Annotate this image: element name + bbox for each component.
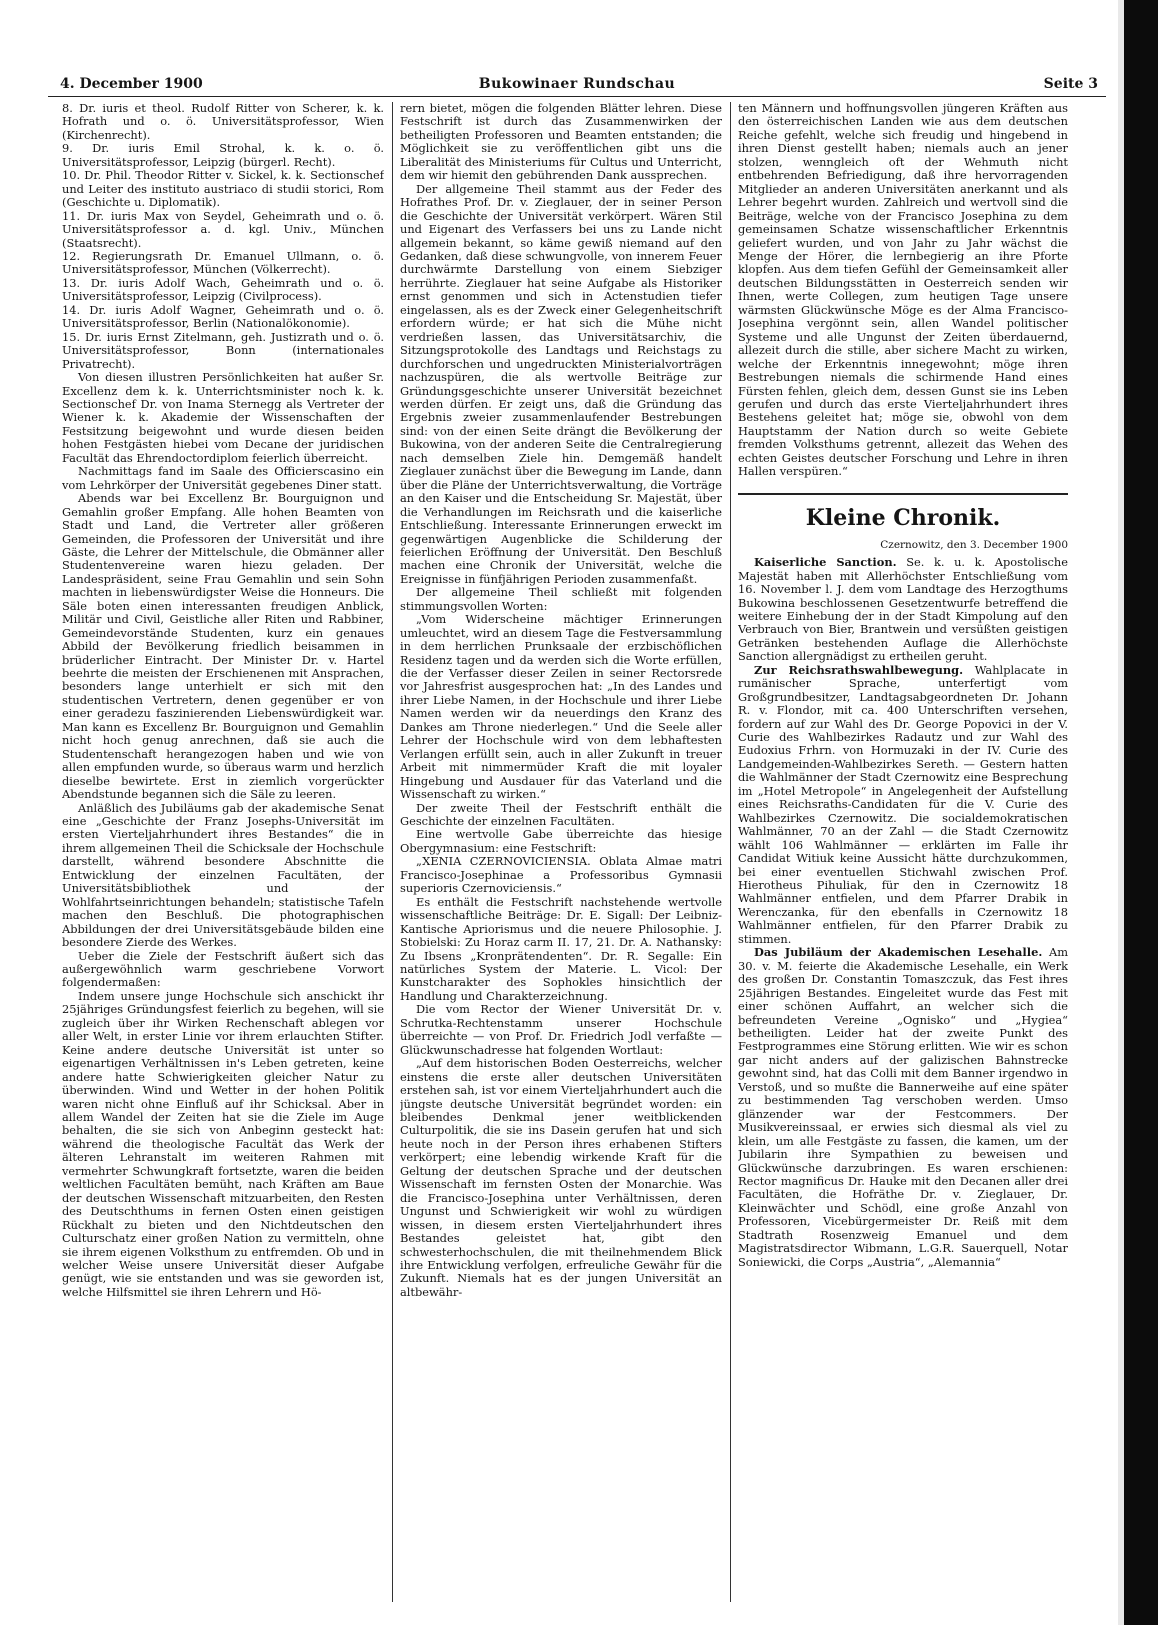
paragraph: „Auf dem historischen Boden Oesterreichs, welcher einstens die erste aller deutschen Universitäten erstehen sah, ist vor einem Vierteljahrhundert auch die jüngste deutsche Universität begründet worden: ein bleibendes Denkmal jener weitblickenden Culturpolitik, die sie ins Dasein gerufen hat und sich heute noch in der Person ihres erhabenen Stifters verkörpert; eine lebendig wirkende Kraft für die Geltung der deutschen Sprache und der deutschen Wissenschaft im fernsten Osten der Monarchie. Was die Francisco-Josephina unter Verhältnissen, deren Ungunst und Schwierigkeit wir wohl zu würdigen wissen, in diesem ersten Vierteljahrhundert ihres Bestandes geleistet hat, gibt den schwesterhochschulen, die mit theilnehmendem Blick ihre Entwicklung verfolgen, erfreuliche Gewähr für die Zukunft. Niemals hat es der jungen Universität an altbewähr- [400, 1056, 722, 1299]
news-item [738, 946, 1068, 1269]
page-header [48, 70, 1106, 97]
paragraph: 12. Regierungsrath Dr. Emanuel Ullmann, o. ö. Universitätsprofessor, München (Völkerrecht). [62, 248, 384, 277]
paragraph: Eine wertvolle Gabe überreichte das hiesige Obergymnasium: eine Festschrift: [400, 827, 722, 855]
column-3 [738, 102, 1068, 1602]
newspaper-page [48, 70, 1106, 1299]
column-2 [400, 102, 722, 1602]
paragraph: Die vom Rector der Wiener Universität Dr. v. Schrutka-Rechtenstamm unserer Hochschule überreichte — von Prof. Dr. Friedrich Jodl verfaßte — Glückwunschadresse hat folgenden Wortlaut: [400, 1002, 722, 1057]
paragraph: 13. Dr. iuris Adolf Wach, Geheimrath und o. ö. Universitätsprofessor, Leipzig (Civilprocess). [62, 275, 384, 304]
news-item [738, 664, 1068, 947]
paragraph: Es enthält die Festschrift nachstehende wertvolle wissenschaftliche Beiträge: Dr. E. Sigall: Der Leibniz-Kantische Apriorismus und die neuere Philosophie. J. Stobielski: Zu Horaz carm II. 17, 21. Dr. A. Nathansky: Zu Ibsens „Kronprätendenten“. Dr. R. Segalle: Ein natürliches System der Materie. L. Vicol: Der Kunstcharakter des Sophokles hinsichtlich der Handlung und Charakterzeichnung. [400, 894, 722, 1003]
header-date: 4. December 1900 [60, 76, 203, 92]
paragraph: Der zweite Theil der Festschrift enthält die Geschichte der einzelnen Facultäten. [400, 800, 722, 829]
paragraph: 11. Dr. iuris Max von Seydel, Geheimrath und o. ö. Universitätsprofessor a. d. kgl. Univ., München (Staatsrecht). [62, 208, 384, 250]
paragraph: Der allgemeine Theil stammt aus der Feder des Hofrathes Prof. Dr. v. Zieglauer, der in seiner Person die Geschichte der Universität verkörpert. Wären Stil und Eigenart des Verfassers bei uns zu Lande nicht allgemein bekannt, so käme gewiß niemand auf den Gedanken, daß diese schwungvolle, von innerem Feuer durchwärmte Darstellung von einem Siebziger herrührte. Zieglauer hat seine Aufgabe als Historiker ernst genommen und sich in Actenstudien tiefer eingelassen, als es der Zweck einer Gelegenheitschrift erfordern würde; er hat sich die Mühe nicht verdrießen lassen, das Universitätsarchiv, die Sitzungsprotokolle des Landtags und Reichstags zu durchforschen und ungedruckten Ministerialvorträgen nachzuspüren, die als wertvolle Beiträge zur Gründungsgeschichte unserer Universität bezeichnet werden dürfen. Er zeigt uns, daß die Gründung das Ergebnis zweier zusammenlaufender Bestrebungen sind: von der einen Seite drängt die Bevölkerung der Bukowina, von der anderen Seite die Centralregierung nach demselben Ziele hin. Demgemäß handelt Zieglauer zunächst über die Bewegung im Lande, dann über die Pläne der Unterrichtsverwaltung, die Vorträge an den Kaiser und die Entscheidung Sr. Majestät, über die Verhandlungen im Reichsrath und die kaiserliche Entschließung. Interessante Erinnerungen erweckt im gegenwärtigen Augenblicke die Schilderung der feierlichen Eröffnung der Universität. Den Beschluß machen eine Chronik der Universität, welche die Ereignisse in fünfjährigen Perioden zusammenfaßt. [400, 181, 722, 586]
columns [48, 102, 1106, 1602]
column-rule [392, 102, 393, 1602]
news-item-text: Se. k. u. k. Apostolische Majestät haben mit Allerhöchster Entschließung vom 16. November l. J. dem vom Landtage des Herzogthums Bukowina beschlossenen Gesetzentwurfe betreffend die weitere Einhebung der in der Stadt Kimpolung auf den Verbrauch von Bier, Brantwein und versüßten geistigen Getränken bestehenden Auflage die Allerhöchste Sanction allergnädigst zu ertheilen geruht. [738, 555, 1068, 664]
paragraph: Von diesen illustren Persönlichkeiten hat außer Sr. Excellenz dem k. k. Unterrichtsminister noch k. k. Sectionschef Dr. von Inama Sternegg als Vertreter der Wiener k. k. Akademie der Wissenschaften der Festsitzung beigewohnt und wurde diesen beiden hohen Festgästen hiebei vom Decane der juridischen Facultät das Ehrendoctordiplom feierlich überreicht. [62, 370, 384, 465]
paragraph: 10. Dr. Phil. Theodor Ritter v. Sickel, k. k. Sectionschef und Leiter des instituto austriaco di studii storici, Rom (Geschichte u. Diplomatik). [62, 168, 384, 210]
news-item-head: Das Jubiläum der Akademischen Lesehalle. [754, 945, 1043, 960]
paragraph: Indem unsere junge Hochschule sich anschickt ihr 25jähriges Gründungsfest feierlich zu begehen, will sie zugleich über ihr Wirken Rechenschaft ablegen vor aller Welt, in erster Linie vor ihrem erlauchten Stifter. Keine andere deutsche Universität ist unter so eigenartigen Verhältnissen in's Leben getreten, keine andere hatte Schwierigkeiten gleicher Natur zu überwinden. Wind und Wetter in der hohen Politik waren nicht ohne Einfluß auf ihr Schicksal. Aber in allem Wandel der Zeiten hat sie die Ziele im Auge behalten, die sie sich von Anbeginn gesteckt hat: während die theologische Facultät das Werk der älteren Lehranstalt im weiteren Rahmen mit vermehrter Schwungkraft fortsetzte, waren die beiden weltlichen Facultäten bemüht, nach Kräften am Baue der deutschen Wissenschaft mitzuarbeiten, den Resten des Deutschthums in fernen Osten einen geistigen Rückhalt zu bieten und den Nichtdeutschen den Culturschatz einer großen Nation zu vermitteln, ohne sie ihrem eigenen Volksthum zu entfremden. Ob und in welcher Weise unsere Universität dieser Aufgabe genügt, wie sie entstanden und was sie geworden ist, welche Hilfsmittel sie ihren Lehrern und Hö- [62, 988, 384, 1299]
paragraph: 15. Dr. iuris Ernst Zitelmann, geh. Justizrath und o. ö. Universitätsprofessor, Bonn (internationales Privatrecht). [62, 329, 384, 371]
news-item-head: Zur Reichsrathswahlbewegung. [754, 662, 964, 677]
paragraph: Ueber die Ziele der Festschrift äußert sich das außergewöhnlich warm geschriebene Vorwort folgendermaßen: [62, 948, 384, 990]
section-divider [738, 493, 1068, 495]
news-item-text: Wahlplacate in rumänischer Sprache, unterfertigt vom Großgrundbesitzer, Landtagsabgeordneten Dr. Johann R. v. Flondor, mit ca. 400 Unterschriften versehen, fordern auf zur Wahl des Dr. George Popovici in der V. Curie des Wahlbezirkes Radautz und zur Wahl des Eudoxius Frhrn. von Hormuzaki in der IV. Curie des Landgemeinden-Wahlbezirkes Sereth. — Gestern hatten die Wahlmänner der Stadt Czernowitz eine Besprechung im „Hotel Metropole“ in Angelegenheit der Aufstellung eines Reichsraths-Candidaten für die V. Curie des Wahlbezirkes Czernowitz. Die socialdemokratischen Wahlmänner, 70 an der Zahl — die Stadt Czernowitz wählt 106 Wahlmänner — erklärten im Falle ihr Candidat Witiuk keine Aussicht hätte durchzukommen, bei einer eventuellen Stichwahl zwischen Prof. Hierotheus Pihuliak, für den in Czernowitz 18 Wahlmänner entfielen, und dem Pfarrer Drabik in Werenczanka, für den ebenfalls in Czernowitz 18 Wahlmänner entfielen, für den Pfarrer Drabik zu stimmen. [738, 662, 1068, 946]
scan-edge [1124, 0, 1158, 1625]
paragraph: 14. Dr. iuris Adolf Wagner, Geheimrath und o. ö. Universitätsprofessor, Berlin (Nationalökonomie). [62, 302, 384, 331]
paragraph: rern bietet, mögen die folgenden Blätter lehren. Diese Festschrift ist durch das Zusammenwirken der betheiligten Professoren und Beamten entstanden; die Möglichkeit sie zu veröffentlichen gibt uns die Liberalität des Ministeriums für Cultus und Unterricht, dem wir hiemit den gebührenden Dank aussprechen. [400, 102, 722, 183]
news-item-head: Kaiserliche Sanction. [754, 555, 897, 570]
dateline: Czernowitz, den 3. December 1900 [880, 538, 1068, 551]
paragraph: „Vom Widerscheine mächtiger Erinnerungen umleuchtet, wird an diesem Tage die Festversammlung in dem herrlichen Prunksaale der erzbischöflichen Residenz tagen und da werden sich die Worte erfüllen, die der Verfasser dieser Zeilen in seiner Rectorsrede vor Jahresfrist ausgesprochen hat: „In des Landes und ihrer Liebe Namen, in der Hochschule und ihrer Liebe Namen werden wir da neuerdings den Kranz des Dankes am Throne niederlegen.“ Und die Seele aller Lehrer der Hochschule wird von dem lebhaftesten Verlangen erfüllt sein, auch in aller Zukunft in treuer Arbeit mit nimmermüder Kraft die mit loyaler Hingebung und Ausdauer für das Vaterland und die Wissenschaft zu wirken.“ [400, 612, 722, 802]
paragraph: 9. Dr. iuris Emil Strohal, k. k. o. ö. Universitätsprofessor, Leipzig (bürgerl. Recht). [62, 141, 384, 169]
paragraph: Anläßlich des Jubiläums gab der akademische Senat eine „Geschichte der Franz Josephs-Universität im ersten Vierteljahrhundert ihres Bestandes“ die in ihrem allgemeinen Theil die Schicksale der Hochschule darstellt, während besondere Abschnitte die Entwicklung der einzelnen Facultäten, der Universitätsbibliothek und der Wohlfahrtseinrichtungen behandeln; statistische Tafeln machen den Beschluß. Die photographischen Abbildungen der drei Universitätsgebäude bilden eine besondere Zierde des Werkes. [62, 800, 384, 950]
column-1 [62, 102, 384, 1602]
column-rule [730, 102, 731, 1602]
paragraph: Abends war bei Excellenz Br. Bourguignon und Gemahlin großer Empfang. Alle hohen Beamten von Stadt und Land, die Vertreter aller größeren Gemeinden, die Professoren der Universität und ihre Gäste, die Lehrer der Mittelschule, die Obmänner aller Studentenvereine waren hiezu geladen. Der Landespräsident, seine Frau Gemahlin und sein Sohn machten in liebenswürdigster Weise die Honneurs. Die Säle boten einen interessanten freudigen Anblick, Militär und Civil, Geistliche aller Riten und Rabbiner, Gemeindevorstände Studenten, kurz ein genaues Abbild der Bevölkerung friedlich beisammen in brüderlicher Eintracht. Der Minister Dr. v. Hartel beehrte die meisten der Erschienenen mit Ansprachen, besonders lange unterhielt er sich mit den studentischen Vertretern, denen gegenüber er von einer geradezu faszinierenden Liebenswürdigkeit war. Man kann es Excellenz Br. Bourguignon und Gemahlin nicht hoch genug anrechnen, daß sie auch die Studentenschaft herangezogen haben und wie von allen empfunden wurde, so überaus warm und herzlich dieselbe bewirtete. Erst in ziemlich vorgerückter Abendstunde begannen sich die Säle zu leeren. [62, 491, 384, 802]
paragraph: ten Männern und hoffnungsvollen jüngeren Kräften aus den österreichischen Landen wie aus dem deutschen Reiche gefehlt, welche sich freudig und hingebend in ihren Dienst gestellt haben; niemals auch an jener stolzen, wenngleich oft der Wehmuth nicht entbehrenden Befriedigung, daß ihre hervorragenden Mitglieder an anderen Universitäten anerkannt und als Lehrer begehrt wurden. Zahlreich und wertvoll sind die Beiträge, welche von der Francisco Josephina zu dem gemeinsamen Schatze wissenschaftlicher Erkenntnis geliefert wurden, und von Jahr zu Jahr wächst die Menge der Hörer, die lernbegierig an ihre Pforte klopfen. Aus dem tiefen Gefühl der Gemeinsamkeit aller deutschen Bildungsstätten in Oesterreich senden wir Ihnen, werte Collegen, zum heutigen Tage unsere wärmsten Glückwünsche Möge es der Alma Francisco-Josephina vergönnt sein, allen Wandel politischer Systeme und alle Ungunst der Zeiten überdauernd, allezeit durch die stille, aber sichere Macht zu wirken, welche der Erkenntnis innegewohnt; möge ihren Bestrebungen niemals die schirmende Hand eines Fürsten fehlen, gleich dem, dessen Gunst sie ins Leben gerufen und durch das erste Vierteljahrhundert ihres Bestehens geleitet hat; möge sie, obwohl von dem Hauptstamm der Nation durch so weite Gebiete fremden Volksthums getrennt, allezeit das Wehen des echten Geistes deutscher Forschung und Lehre in ihren Hallen verspüren.“ [738, 102, 1068, 479]
section-title: Kleine Chronik. [805, 504, 1001, 531]
paragraph: „XENIA CZERNOVICIENSIA. Oblata Almae matri Francisco-Josephinae a Professoribus Gymnasii superioris Czernoviciensis.“ [400, 854, 722, 896]
paragraph: Der allgemeine Theil schließt mit folgenden stimmungsvollen Worten: [400, 585, 722, 613]
paragraph: Nachmittags fand im Saale des Officierscasino ein vom Lehrkörper der Universität gegebenes Diner statt. [62, 464, 384, 492]
news-item [738, 556, 1068, 664]
news-item-text: Am 30. v. M. feierte die Akademische Lesehalle, ein Werk des großen Dr. Constantin Tomaszczuk, das Fest ihres 25jährigen Bestandes. Eingeleitet wurde das Fest mit einer schönen Auffahrt, an welcher sich die befreundeten Vereine „Ognisko“ und „Hygiea“ betheiligten. Leider hat der zweite Punkt des Festprogrammes eine Störung erlitten. Wie wir es schon gar nicht anders auf der galizischen Bahnstrecke gewohnt sind, hat das Colli mit dem Banner irgendwo in Verstoß, und so mußte die Bannerweihe auf eine später zu bestimmenden Tag verschoben werden. Umso glänzender war der Festcommers. Der Musikvereinssaal, er erwies sich diesmal als viel zu klein, um alle Festgäste zu fassen, die kamen, um der Jubilarin ihre Sympathien zu beweisen und Glückwünsche darzubringen. Es waren erschienen: Rector magnificus Dr. Hauke mit den Decanen aller drei Facultäten, die Hofräthe Dr. v. Zieglauer, Dr. Kleinwächter und Schödl, eine große Anzahl von Professoren, Vicebürgermeister Dr. Reiß mit dem Stadtrath Rosenzweig Emanuel und dem Magistratsdirector Wibmann, L.G.R. Sauerquell, Notar Soniewicki, die Corps „Austria“, „Alemannia“ [738, 945, 1068, 1269]
header-paper-title: Bukowinaer Rundschau [478, 76, 676, 92]
header-page-number: Seite 3 [1043, 76, 1098, 92]
paragraph: 8. Dr. iuris et theol. Rudolf Ritter von Scherer, k. k. Hofrath und o. ö. Universitätsprofessor, Wien (Kirchenrecht). [62, 102, 384, 142]
